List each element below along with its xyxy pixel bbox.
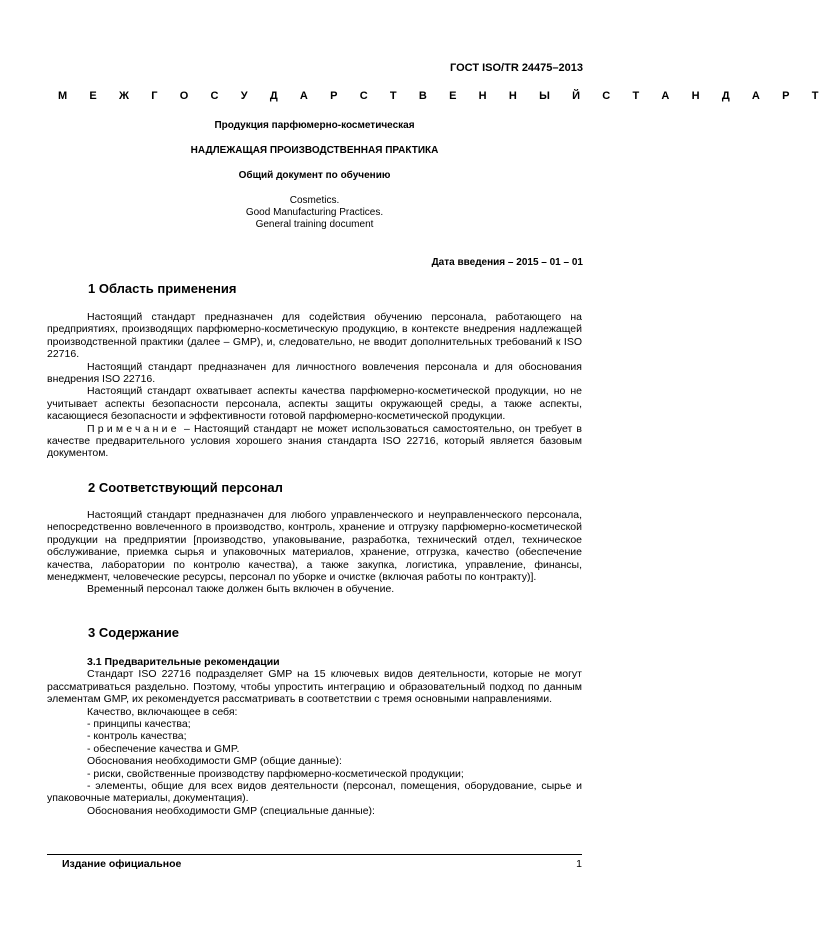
standard-code: ГОСТ ISO/TR 24475–2013 bbox=[450, 62, 583, 74]
section-2-heading: 2 Соответствующий персонал bbox=[88, 480, 283, 495]
section-3-heading: 3 Содержание bbox=[88, 625, 179, 640]
paragraph: Настоящий стандарт предназначен для содействия обучению персонала, работающего на предприятиях, производящих парфюмерно-косметическую продукцию, в контексте внедрения надлежащей производственной практики (далее – GMP), и, следовательно, не вводит дополнительных требований к ISO 22716. bbox=[47, 311, 582, 361]
title-en-2: Good Manufacturing Practices. bbox=[245, 207, 384, 218]
paragraph: Настоящий стандарт предназначен для любого управленческого и неуправленческого персонала, непосредственно вовлеченного в производство, контроль, хранение и отгрузку парфюмерно-косметической продукции на предприятии [производство, упаковывание, разработка, технический отдел, техническое обслуживание, приемка сырья и упаковочных материалов, хранение, отгрузка, качество (обеспечение качества, лаборатории по контролю качества), а также закупка, логистика, управление, финансы, менеджмент, человеческие ресурсы, персонал по уборке и очистке (включая работы по контракту)]. bbox=[47, 509, 582, 584]
paragraph: Настоящий стандарт предназначен для личностного вовлечения персонала и для обоснования внедрения ISO 22716. bbox=[47, 360, 582, 386]
section-1-heading: 1 Область применения bbox=[88, 281, 237, 296]
section-1-body bbox=[47, 311, 582, 460]
title-en-1: Cosmetics. bbox=[289, 195, 340, 206]
introduction-date: Дата введения – 2015 – 01 – 01 bbox=[431, 257, 583, 268]
list-item: Обоснования необходимости GMP (общие данные): bbox=[87, 755, 342, 768]
paragraph: Стандарт ISO 22716 подразделяет GMP на 15 ключевых видов деятельности, которые не могут рассматриваться раздельно. Поэтому, чтобы упростить интеграцию и образовательный подход по данным элементам GMP, их рекомендуется рассматривать в соответствии с тремя основными направлениями. bbox=[47, 668, 582, 706]
list-item: - обеспечение качества и GMP. bbox=[87, 742, 240, 755]
list-item: - контроль качества; bbox=[87, 730, 187, 743]
page-number: 1 bbox=[576, 858, 582, 870]
paragraph: Временный персонал также должен быть включен в обучение. bbox=[87, 583, 395, 596]
title-document: Общий документ по обучению bbox=[238, 170, 391, 181]
interstate-standard-banner: М Е Ж Г О С У Д А Р С Т В Е Н Н Ы Й С Т А Н Д А Р Т bbox=[58, 90, 828, 102]
title-practice: НАДЛЕЖАЩАЯ ПРОИЗВОДСТВЕННАЯ ПРАКТИКА bbox=[190, 145, 439, 156]
paragraph: Настоящий стандарт охватывает аспекты качества парфюмерно-косметической продукции, но не учитывает аспекты безопасности персонала, аспекты защиты окружающей среды, а также аспекты, касающиеся безопасности и эффективности готовой парфюмерно-косметической продукции. bbox=[47, 385, 582, 423]
subsection-heading: 3.1 Предварительные рекомендации bbox=[87, 656, 280, 668]
title-en-3: General training document bbox=[255, 219, 374, 230]
footer-divider bbox=[47, 854, 582, 855]
list-item: - элементы, общие для всех видов деятельности (персонал, помещения, оборудование, сырье и упаковочные материалы, документация). bbox=[47, 780, 582, 805]
list-item: - принципы качества; bbox=[87, 718, 191, 731]
section-3-body bbox=[47, 656, 582, 817]
note-label: Примечание bbox=[87, 422, 180, 435]
list-item: - риски, свойственные производству парфюмерно-косметической продукции; bbox=[87, 767, 464, 780]
list-item: Качество, включающее в себя: bbox=[87, 705, 238, 718]
list-item: Обоснования необходимости GMP (специальные данные): bbox=[87, 804, 375, 817]
note-text: – Настоящий стандарт не может использоваться самостоятельно, он требует в качестве предварительного условия хорошего знания стандарта ISO 22716, который является базовым документом. bbox=[47, 422, 582, 460]
official-edition-label: Издание официальное bbox=[62, 858, 182, 870]
section-2-body bbox=[47, 509, 582, 596]
title-product: Продукция парфюмерно-косметическая bbox=[214, 120, 415, 131]
note-paragraph bbox=[47, 423, 582, 460]
